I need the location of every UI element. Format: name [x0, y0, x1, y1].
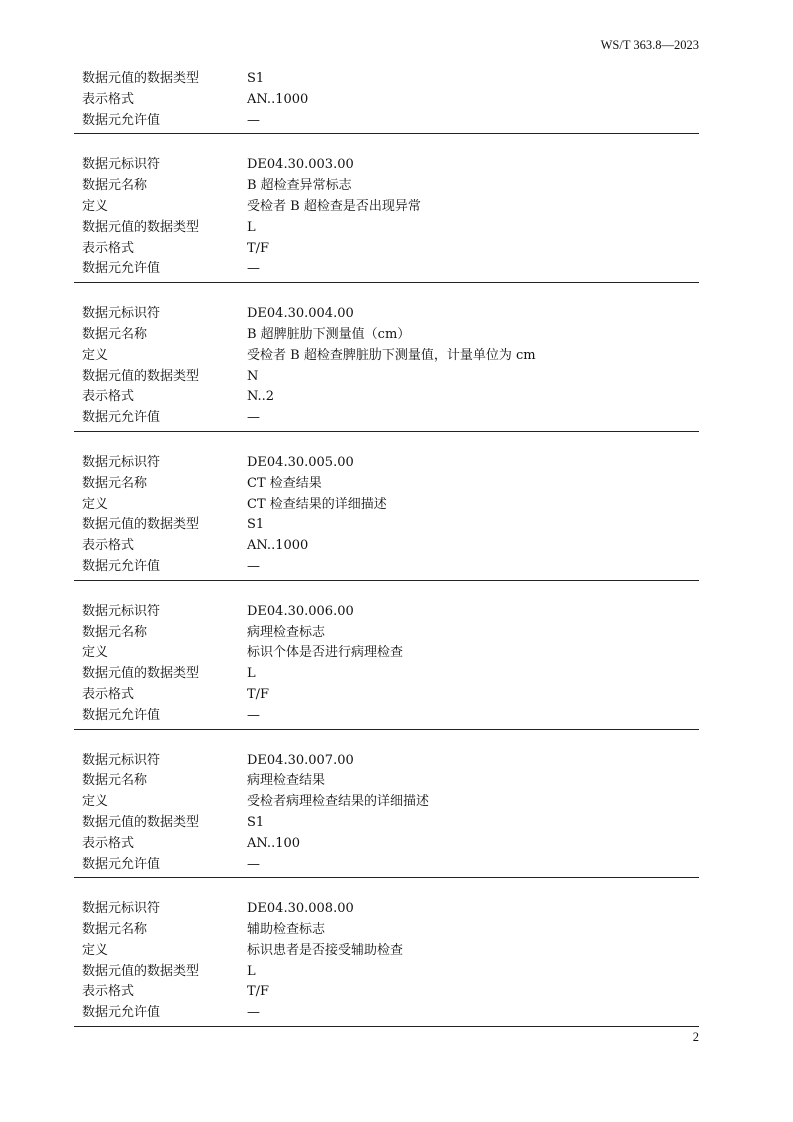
- field-label: 数据元名称: [82, 178, 148, 194]
- field-row-name: [82, 176, 699, 197]
- field-label: 数据元名称: [82, 326, 148, 342]
- field-value: S1: [247, 814, 265, 830]
- field-value: —: [247, 558, 260, 574]
- field-row-data-type: [82, 664, 699, 685]
- field-value: B 超检查异常标志: [247, 178, 352, 194]
- field-value: CT 检查结果的详细描述: [247, 496, 387, 512]
- field-value: DE04.30.004.00: [247, 306, 354, 322]
- field-label: 表示格式: [82, 389, 135, 405]
- field-value: CT 检查结果: [247, 475, 322, 491]
- field-label: 数据元标识符: [82, 603, 161, 619]
- document-code: WS/T 363.8—2023: [600, 38, 699, 52]
- field-row-data-type: [82, 367, 699, 388]
- field-value: AN..100: [247, 835, 301, 851]
- field-row-definition: [82, 941, 699, 962]
- block-divider: [74, 877, 699, 878]
- field-row-data-type: [82, 962, 699, 983]
- field-row-name: [82, 771, 699, 792]
- block-divider: [74, 133, 699, 134]
- field-value: N..2: [247, 389, 275, 405]
- field-value: 标识患者是否接受辅助检查: [247, 942, 404, 958]
- block-divider: [74, 431, 699, 432]
- field-value: 病理检查标志: [247, 624, 326, 640]
- field-value: N: [247, 368, 259, 384]
- field-value: DE04.30.007.00: [247, 752, 354, 768]
- field-row-data-type: [82, 218, 699, 239]
- field-row-id: [82, 453, 699, 474]
- field-value: DE04.30.003.00: [247, 157, 354, 173]
- data-element-entries: [74, 155, 699, 1027]
- field-row-format: [82, 387, 699, 408]
- field-label: 表示格式: [82, 538, 135, 554]
- field-value: L: [247, 666, 256, 682]
- field-row-name: [82, 325, 699, 346]
- field-row-id: [82, 899, 699, 920]
- field-row-id: [82, 304, 699, 325]
- field-label: 数据元值的数据类型: [82, 219, 200, 235]
- field-row-allowed: [82, 111, 699, 132]
- field-row-definition: [82, 346, 699, 367]
- data-element-block-continued: [74, 69, 699, 131]
- field-value: —: [247, 261, 260, 277]
- field-row-format: [82, 982, 699, 1003]
- field-label: 表示格式: [82, 835, 135, 851]
- field-row-allowed: [82, 1003, 699, 1024]
- data-element-block: [74, 453, 699, 578]
- field-label: 数据元名称: [82, 922, 148, 938]
- field-row-data-type: [82, 69, 699, 90]
- field-value: 受检者 B 超检查脾脏肋下测量值，计量单位为 cm: [247, 347, 536, 363]
- field-row-allowed: [82, 259, 699, 280]
- field-value: 辅助检查标志: [247, 922, 326, 938]
- field-value: 病理检查结果: [247, 773, 326, 789]
- field-label: 数据元名称: [82, 475, 148, 491]
- data-element-list: [74, 69, 699, 1048]
- field-row-format: [82, 685, 699, 706]
- field-value: 受检者病理检查结果的详细描述: [247, 794, 430, 810]
- field-value: —: [247, 410, 260, 426]
- field-row-data-type: [82, 813, 699, 834]
- field-label: 数据元值的数据类型: [82, 963, 200, 979]
- field-value: DE04.30.005.00: [247, 454, 354, 470]
- field-label: 数据元标识符: [82, 306, 161, 322]
- field-label: 定义: [82, 198, 109, 214]
- field-label: 数据元名称: [82, 624, 148, 640]
- field-label: 数据元允许值: [82, 707, 161, 723]
- block-divider: [74, 1026, 699, 1027]
- field-row-definition: [82, 197, 699, 218]
- page-number: 2: [692, 1030, 699, 1044]
- field-row-name: [82, 474, 699, 495]
- field-value: DE04.30.006.00: [247, 603, 354, 619]
- field-row-format: [82, 90, 699, 111]
- field-row-id: [82, 602, 699, 623]
- data-element-block: [74, 899, 699, 1024]
- field-label: 数据元标识符: [82, 157, 161, 173]
- field-value: —: [247, 1005, 260, 1021]
- field-value: S1: [247, 71, 265, 86]
- field-value: —: [247, 856, 260, 872]
- field-row-definition: [82, 792, 699, 813]
- field-row-id: [82, 155, 699, 176]
- field-row-allowed: [82, 408, 699, 429]
- field-label: 表示格式: [82, 240, 135, 256]
- field-row-allowed: [82, 557, 699, 578]
- field-label: 数据元允许值: [82, 261, 161, 277]
- field-label: 数据元值的数据类型: [82, 71, 200, 86]
- field-value: S1: [247, 517, 265, 533]
- field-value: AN..1000: [247, 91, 309, 107]
- field-value: L: [247, 219, 256, 235]
- field-row-name: [82, 920, 699, 941]
- field-row-format: [82, 536, 699, 557]
- data-element-block: [74, 602, 699, 727]
- field-label: 数据元允许值: [82, 112, 161, 128]
- field-label: 数据元允许值: [82, 558, 161, 574]
- field-value: L: [247, 963, 256, 979]
- field-value: —: [247, 112, 260, 128]
- field-value: DE04.30.008.00: [247, 901, 354, 917]
- field-row-data-type: [82, 515, 699, 536]
- field-value: T/F: [247, 686, 270, 702]
- field-label: 数据元值的数据类型: [82, 666, 200, 682]
- data-element-block: [74, 304, 699, 429]
- field-value: T/F: [247, 984, 270, 1000]
- field-label: 数据元允许值: [82, 856, 161, 872]
- field-value: T/F: [247, 240, 270, 256]
- block-divider: [74, 729, 699, 730]
- field-label: 数据元值的数据类型: [82, 517, 200, 533]
- field-value: 受检者 B 超检查是否出现异常: [247, 198, 421, 214]
- field-label: 表示格式: [82, 91, 135, 107]
- field-value: B 超脾脏肋下测量值（cm）: [247, 326, 411, 342]
- field-label: 表示格式: [82, 984, 135, 1000]
- field-label: 定义: [82, 645, 109, 661]
- field-row-definition: [82, 643, 699, 664]
- field-label: 数据元标识符: [82, 454, 161, 470]
- field-label: 数据元名称: [82, 773, 148, 789]
- field-row-format: [82, 834, 699, 855]
- field-row-name: [82, 623, 699, 644]
- field-value: —: [247, 707, 260, 723]
- block-divider: [74, 282, 699, 283]
- field-row-allowed: [82, 706, 699, 727]
- field-row-id: [82, 751, 699, 772]
- field-value: 标识个体是否进行病理检查: [247, 645, 404, 661]
- field-label: 定义: [82, 347, 109, 363]
- field-label: 数据元值的数据类型: [82, 814, 200, 830]
- data-element-block: [74, 155, 699, 280]
- field-label: 定义: [82, 942, 109, 958]
- block-divider: [74, 580, 699, 581]
- field-label: 定义: [82, 496, 109, 512]
- field-row-format: [82, 239, 699, 260]
- field-value: AN..1000: [247, 538, 309, 554]
- field-label: 数据元值的数据类型: [82, 368, 200, 384]
- field-label: 表示格式: [82, 686, 135, 702]
- field-label: 数据元允许值: [82, 410, 161, 426]
- data-element-block: [74, 751, 699, 876]
- field-label: 定义: [82, 794, 109, 810]
- field-label: 数据元标识符: [82, 901, 161, 917]
- field-row-allowed: [82, 855, 699, 876]
- field-row-definition: [82, 495, 699, 516]
- field-label: 数据元允许值: [82, 1005, 161, 1021]
- field-label: 数据元标识符: [82, 752, 161, 768]
